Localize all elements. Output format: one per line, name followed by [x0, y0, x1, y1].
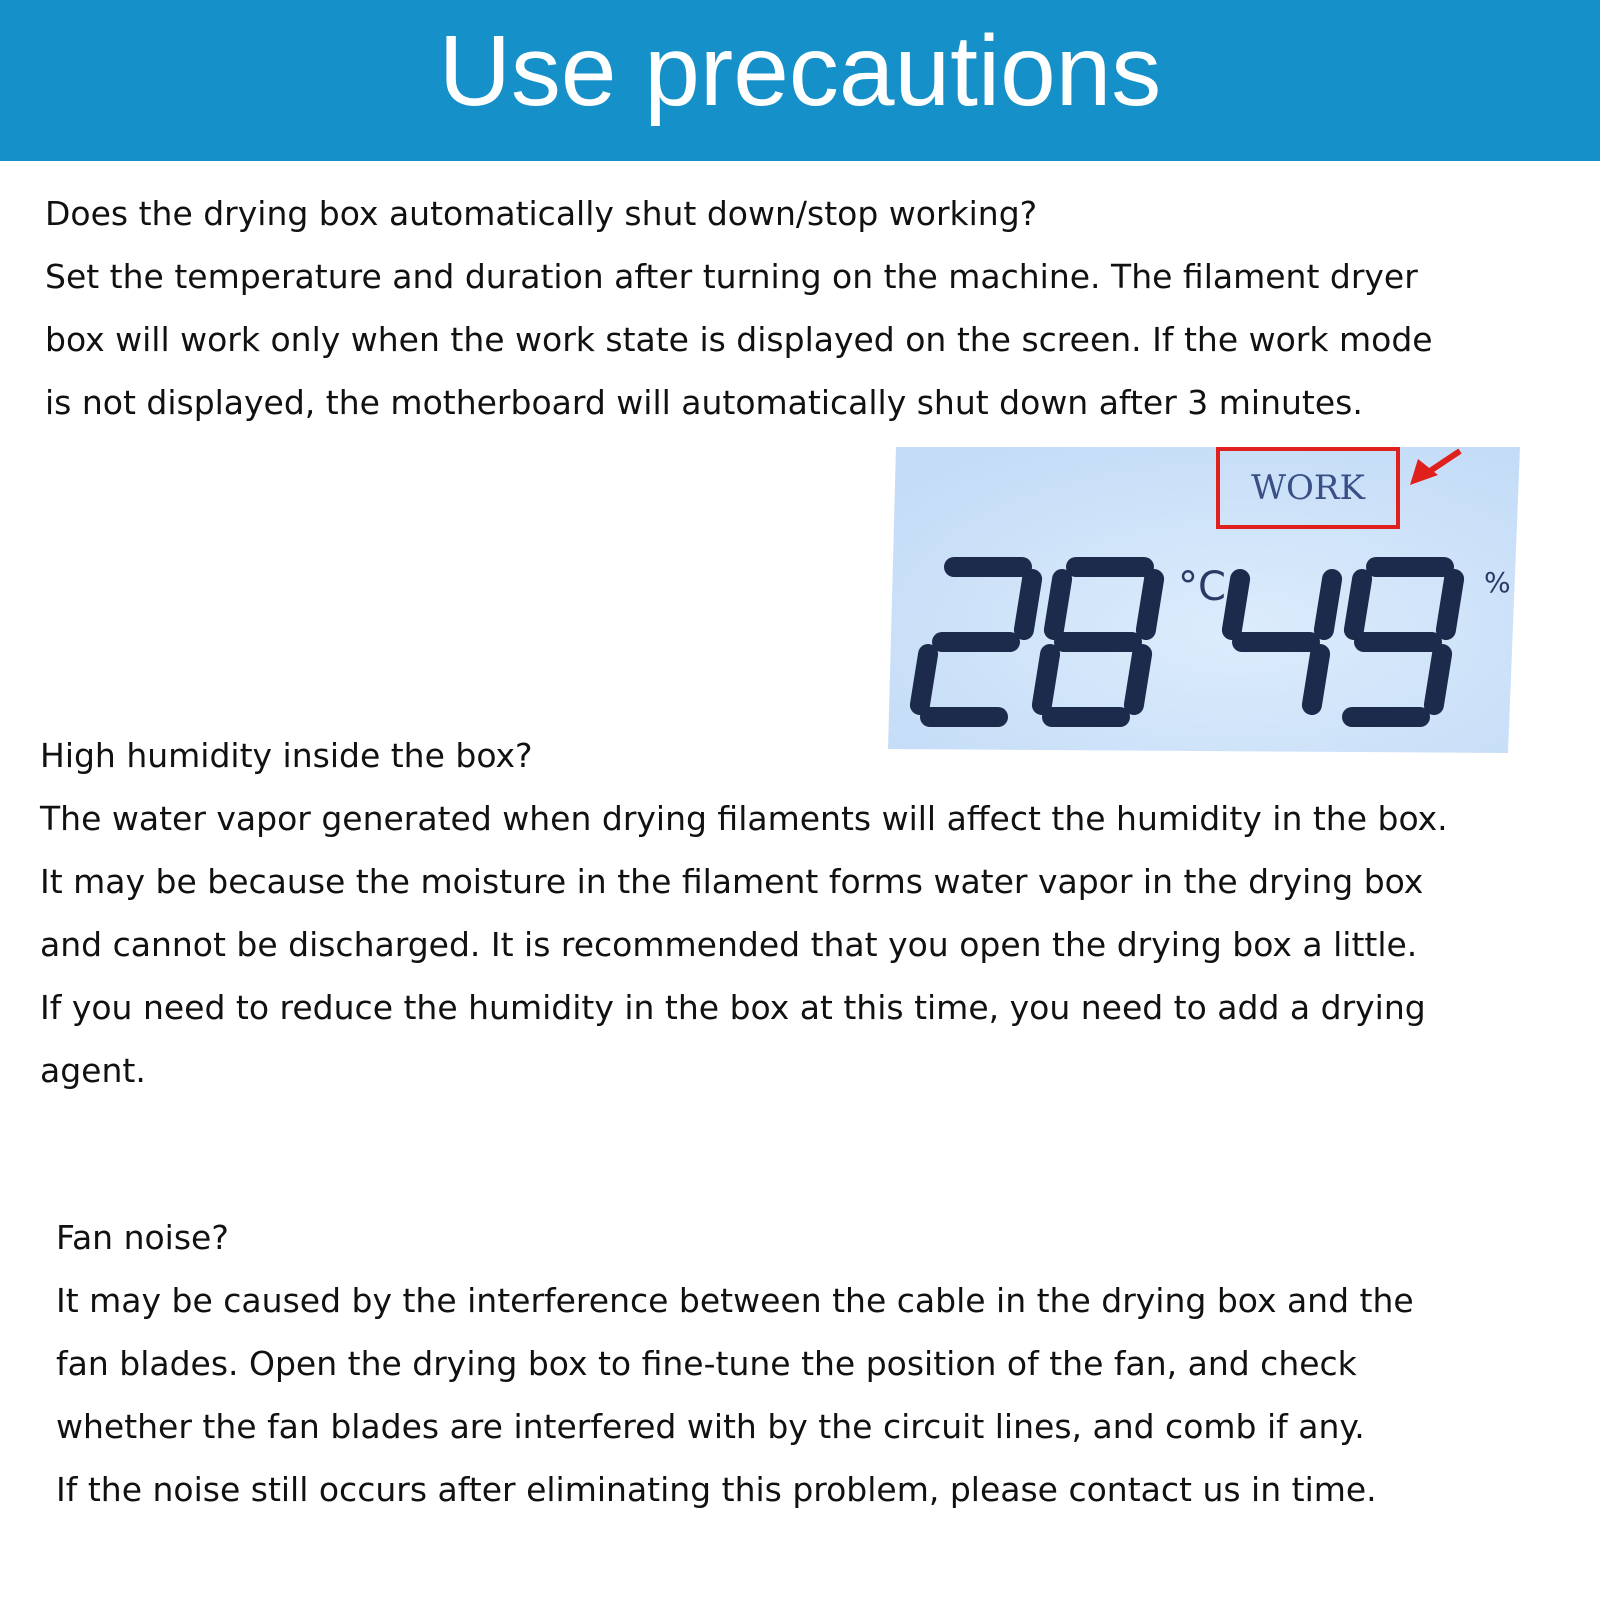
- section-text-line: box will work only when the work state is displayed on the screen. If the work mode: [45, 320, 1433, 359]
- section-text-line: fan blades. Open the drying box to fine-tune the position of the fan, and check: [56, 1344, 1357, 1383]
- section-text-line: whether the fan blades are interfered with by the circuit lines, and comb if any.: [56, 1407, 1365, 1446]
- section-auto-shutdown: [45, 182, 1433, 434]
- section-text-line: The water vapor generated when drying filaments will affect the humidity in the box.: [40, 799, 1448, 838]
- section-text-line: Set the temperature and duration after turning on the machine. The filament dryer: [45, 257, 1418, 296]
- page-title: Use precautions: [438, 14, 1162, 127]
- section-text-line: agent.: [40, 1051, 146, 1090]
- section-heading: High humidity inside the box?: [40, 736, 533, 775]
- section-text-line: If the noise still occurs after eliminating this problem, please contact us in time.: [56, 1470, 1377, 1509]
- lcd-display-photo: [888, 447, 1520, 757]
- section-fan-noise: [56, 1206, 1414, 1521]
- title-banner: [0, 0, 1600, 161]
- section-text-line: and cannot be discharged. It is recommended that you open the drying box a little.: [40, 925, 1418, 964]
- humidity-unit: %: [1484, 566, 1511, 599]
- temperature-unit: °C: [1178, 564, 1226, 610]
- section-heading: Does the drying box automatically shut down/stop working?: [45, 194, 1038, 233]
- section-text-line: It may be caused by the interference between the cable in the drying box and the: [56, 1281, 1414, 1320]
- section-heading: Fan noise?: [56, 1218, 229, 1257]
- work-label: WORK: [1251, 468, 1365, 508]
- section-text-line: is not displayed, the motherboard will automatically shut down after 3 minutes.: [45, 383, 1363, 422]
- section-text-line: It may be because the moisture in the filament forms water vapor in the drying box: [40, 862, 1424, 901]
- section-text-line: If you need to reduce the humidity in the box at this time, you need to add a drying: [40, 988, 1426, 1027]
- section-high-humidity: [40, 724, 1448, 1102]
